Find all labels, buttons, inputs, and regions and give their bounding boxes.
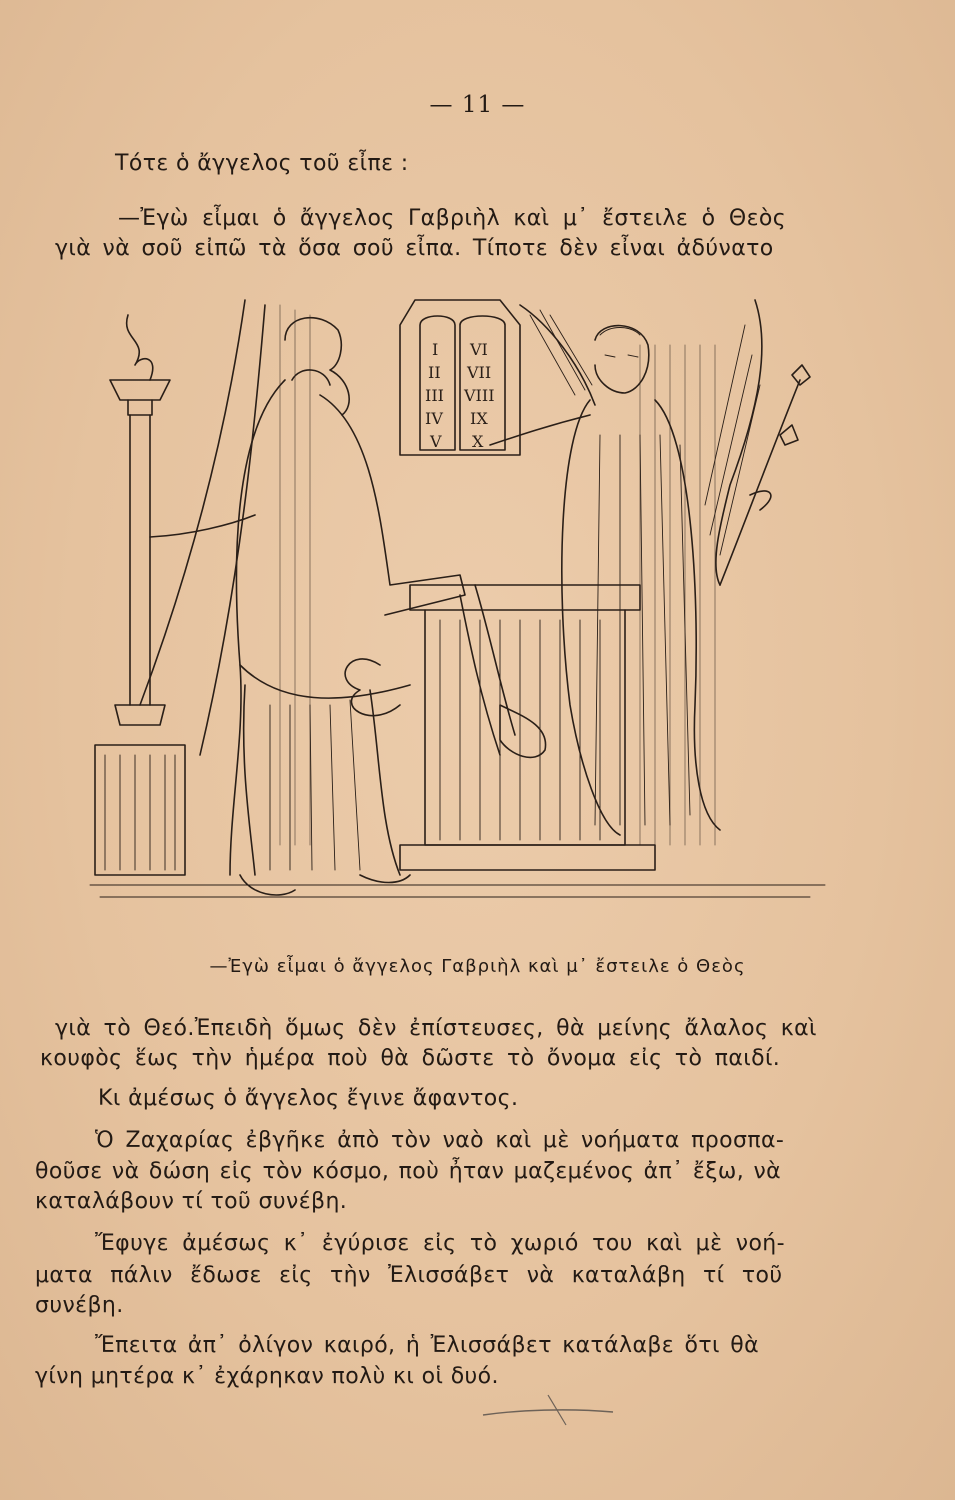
tablet-numeral: V (430, 432, 442, 451)
text-line: —Ἐγὼ εἶμαι ὁ ἄγγελος Γαβριὴλ καὶ μ᾽ ἔστειλε ὁ Θεὸς (118, 206, 787, 231)
tablet-numeral: IX (470, 409, 488, 428)
tablet-numeral: IV (425, 409, 443, 428)
text-line: θοῦσε νὰ δώση εἰς τὸν κόσμο, ποὺ ἦταν μαζεμένος ἀπ᾽ ἔξω, νὰ (35, 1159, 782, 1184)
tablet-numeral: VII (467, 363, 492, 382)
tablet-numeral: X (472, 432, 484, 451)
text-line: γιὰ νὰ σοῦ εἰπῶ τὰ ὅσα σοῦ εἶπα. Τίποτε δὲν εἶναι ἀδύνατο (55, 236, 774, 261)
text-line: γιὰ τὸ Θεό.Ἐπειδὴ ὅμως δὲν ἐπίστευσες, θὰ μείνης ἄλαλος καὶ (55, 1016, 817, 1041)
tablet-numeral: VIII (464, 386, 495, 405)
text-line: Ὁ Ζαχαρίας ἐβγῆκε ἀπὸ τὸν ναὸ καὶ μὲ νοήματα προσπα- (95, 1128, 785, 1153)
tablet-numeral: I (432, 340, 439, 359)
pencil-mark (478, 1390, 618, 1430)
text-line: Ἔπειτα ἀπ᾽ ὀλίγον καιρό, ἡ Ἐλισσάβετ κατάλαβε ὅτι θὰ (95, 1333, 760, 1358)
tablet-numeral: VI (470, 340, 488, 359)
engraving-drawing (80, 285, 835, 925)
text-line: γίνη μητέρα κ᾽ ἐχάρηκαν πολὺ κι οἱ δυό. (35, 1364, 499, 1389)
text-line: συνέβη. (35, 1293, 124, 1318)
text-line: Τότε ὁ ἄγγελος τοῦ εἶπε : (115, 151, 409, 176)
text-line: κουφὸς ἕως τὴν ἡμέρα ποὺ θὰ δῶστε τὸ ὄνομα εἰς τὸ παιδί. (40, 1046, 781, 1071)
text-line: ματα πάλιν ἔδωσε εἰς τὴν Ἐλισσάβετ νὰ καταλάβη τί τοῦ (35, 1263, 783, 1288)
text-line: καταλάβουν τί τοῦ συνέβη. (35, 1189, 348, 1214)
figure-caption: —Ἐγὼ εἶμαι ὁ ἄγγελος Γαβριὴλ καὶ μ᾽ ἔστειλε ὁ Θεὸς (209, 956, 746, 977)
text-line: Κι ἀμέσως ὁ ἄγγελος ἔγινε ἄφαντος. (98, 1086, 519, 1111)
tablet-numeral: II (428, 363, 441, 382)
illustration-annunciation-to-zacharias (80, 285, 835, 925)
text-line: Ἔφυγε ἀμέσως κ᾽ ἐγύρισε εἰς τὸ χωριό του καὶ μὲ νοή- (95, 1231, 785, 1256)
tablet-numeral: III (425, 386, 444, 405)
page-number: — 11 — (429, 92, 526, 118)
